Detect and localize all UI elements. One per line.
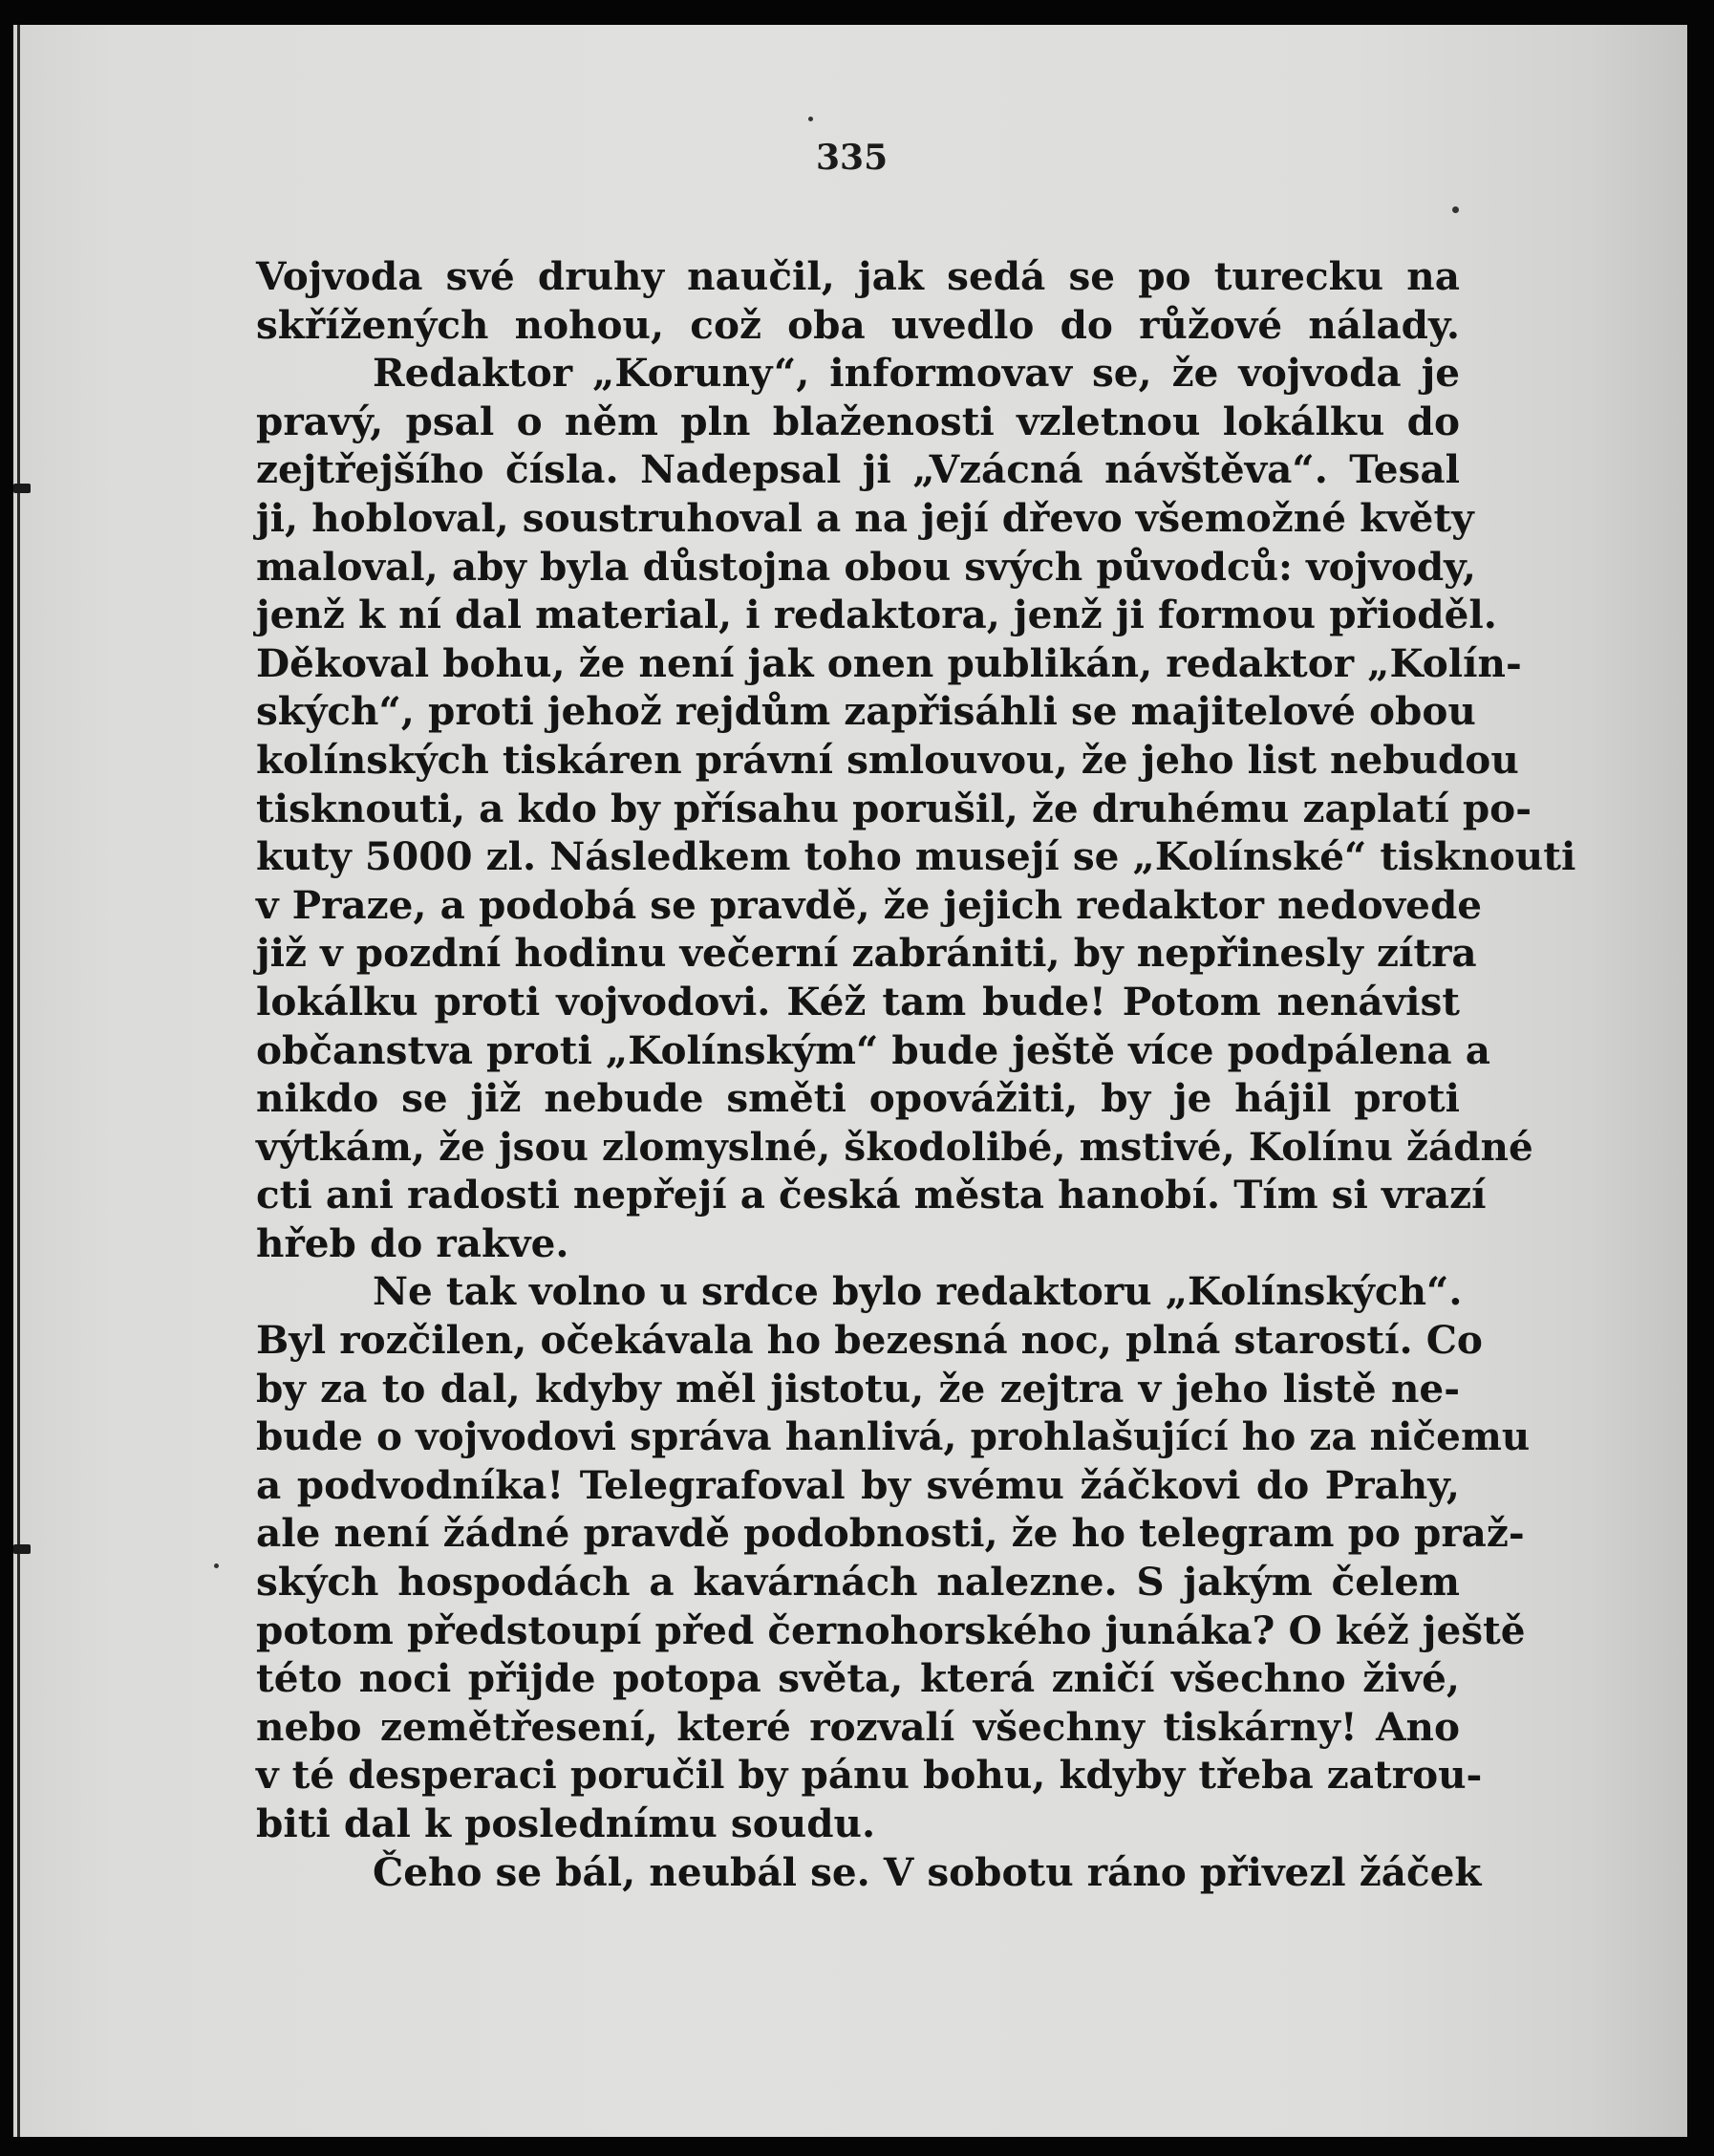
body-text [256,252,1576,1896]
text-line: tisknouti, a kdo by přísahu porušil, že druhému zaplatí po- [256,785,1532,831]
text-line: potom předstoupí před černohorského junáka? O kéž ještě [256,1606,1526,1653]
text-line: Redaktor „Koruny“, informovav se, že vojvoda je [373,350,1460,397]
text-line: ských hospodách a kavárnách nalezne. S jakým čelem [256,1559,1460,1606]
text-line: by za to dal, kdyby měl jistotu, že zejtra v jeho listě ne- [256,1365,1460,1412]
text-line: skřížených nohou, což oba uvedlo do růžové nálady. [256,301,1460,348]
text-line: jenž k ní dal material, i redaktora, jenž ji formou přioděl. [256,592,1497,638]
text-line: Byl rozčilen, očekávala ho bezesná noc, plná starostí. Co [256,1317,1483,1364]
print-speck [214,1563,219,1568]
print-speck [1452,206,1459,213]
text-line: ských“, proti jehož rejdům zapřisáhli se majitelové obou [256,688,1476,735]
text-line: cti ani radosti nepřejí a česká města hanobí. Tím si vrazí [256,1172,1487,1218]
text-line: biti dal k poslednímu soudu. [256,1800,876,1846]
text-line: hřeb do rakve. [256,1219,569,1266]
text-line: nebo zemětřesení, které rozvalí všechny tiskárny! Ano [256,1703,1460,1750]
text-line: výtkám, že jsou zlomyslné, škodolibé, mstivé, Kolínu žádné [256,1123,1533,1170]
text-line: v Praze, a podobá se pravdě, že jejich redaktor nedovede [256,881,1483,928]
text-line: ji, hobloval, soustruhoval a na její dřevo všemožné květy [256,494,1474,541]
text-line: Děkoval bohu, že není jak onen publikán, redaktor „Kolín- [256,639,1522,686]
binding-mark [13,1544,31,1554]
text-line: pravý, psal o něm pln blaženosti vzletnou lokálku do [256,398,1460,444]
text-line: a podvodníka! Telegrafoval by svému žáčkovi do Prahy, [256,1461,1460,1508]
text-line: ale není žádné pravdě podobnosti, že ho telegram po praž- [256,1510,1525,1557]
text-line: již v pozdní hodinu večerní zabrániti, by nepřinesly zítra [256,930,1477,977]
text-line: Ne tak volno u srdce bylo redaktoru „Kolínských“. [373,1268,1463,1315]
text-line: lokálku proti vojvodovi. Kéž tam bude! Potom nenávist [256,978,1460,1024]
text-line: Vojvoda své druhy naučil, jak sedá se po turecku na [256,253,1460,299]
text-line: Čeho se bál, neubál se. V sobotu ráno přivezl žáček [373,1848,1482,1895]
text-line: v té desperaci poručil by pánu bohu, kdyby třeba zatrou- [256,1752,1483,1799]
page-number: 335 [816,138,889,178]
text-line: nikdo se již nebude směti opovážiti, by je hájil proti [256,1075,1460,1122]
page-spine-edge [17,25,20,2137]
text-line: maloval, aby byla důstojna obou svých původců: vojvody, [256,543,1476,590]
text-line: bude o vojvodovi správa hanlivá, prohlašující ho za ničemu [256,1413,1531,1460]
text-line: této noci přijde potopa světa, která zničí všechno živé, [256,1655,1460,1702]
print-speck [808,117,813,121]
text-line: kuty 5000 zl. Následkem toho musejí se „Kolínské“ tisknouti [256,833,1576,880]
text-line: kolínských tiskáren právní smlouvou, že jeho list nebudou [256,736,1519,783]
text-line: zejtřejšího čísla. Nadepsal ji „Vzácná návštěva“. Tesal [256,446,1460,493]
binding-mark [13,484,31,493]
text-line: občanstva proti „Kolínským“ bude ještě více podpálena a [256,1026,1490,1073]
book-page [13,25,1687,2137]
